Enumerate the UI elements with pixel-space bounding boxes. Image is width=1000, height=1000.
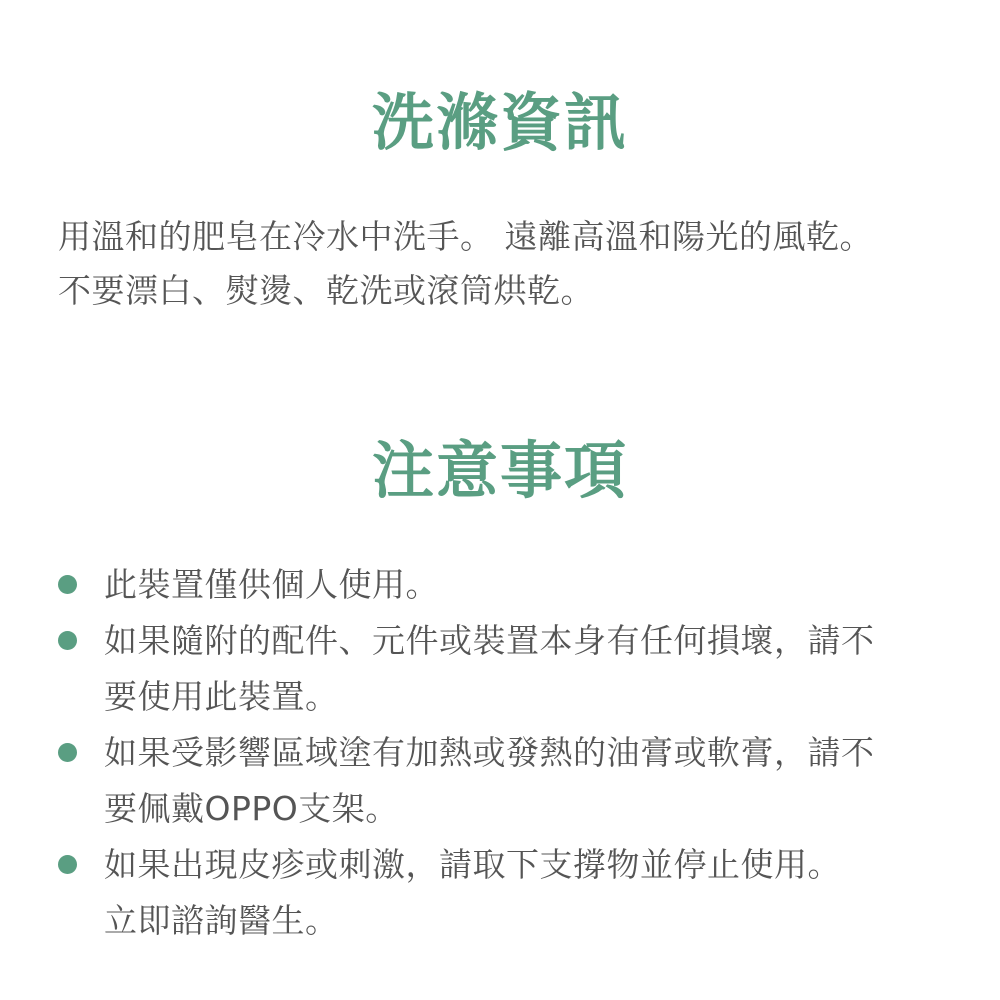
notice-item-line: 立即諮詢醫生。 (104, 901, 339, 940)
washing-info-line: 不要漂白、熨燙、乾洗或滾筒烘乾。 (58, 271, 594, 310)
bullet-dot-icon (58, 743, 77, 762)
washing-info-line: 用溫和的肥皂在冷水中洗手。 遠離高溫和陽光的風乾。 (58, 217, 873, 256)
bullet-dot-icon (58, 631, 77, 650)
notice-list (58, 557, 958, 949)
notice-item-line: 要使用此裝置。 (104, 677, 339, 716)
notice-title: 注意事項 (371, 434, 628, 507)
bullet-dot-icon (58, 855, 77, 874)
washing-info-title: 洗滌資訊 (371, 86, 628, 159)
notice-item-line: 如果受影響區域塗有加熱或發熱的油膏或軟膏，請不 (104, 733, 875, 772)
washing-info-text (58, 210, 958, 318)
notice-item-line: 要佩戴OPPO支架。 (104, 789, 399, 828)
notice-list-item (58, 557, 958, 613)
notice-list-item (58, 725, 958, 837)
notice-item-line: 如果隨附的配件、元件或裝置本身有任何損壞，請不 (104, 621, 875, 660)
notice-item-line: 此裝置僅供個人使用。 (104, 565, 439, 604)
bullet-dot-icon (58, 575, 77, 594)
notice-list-item (58, 613, 958, 725)
notice-list-item (58, 837, 958, 949)
notice-item-line: 如果出現皮疹或刺激，請取下支撐物並停止使用。 (104, 845, 841, 884)
